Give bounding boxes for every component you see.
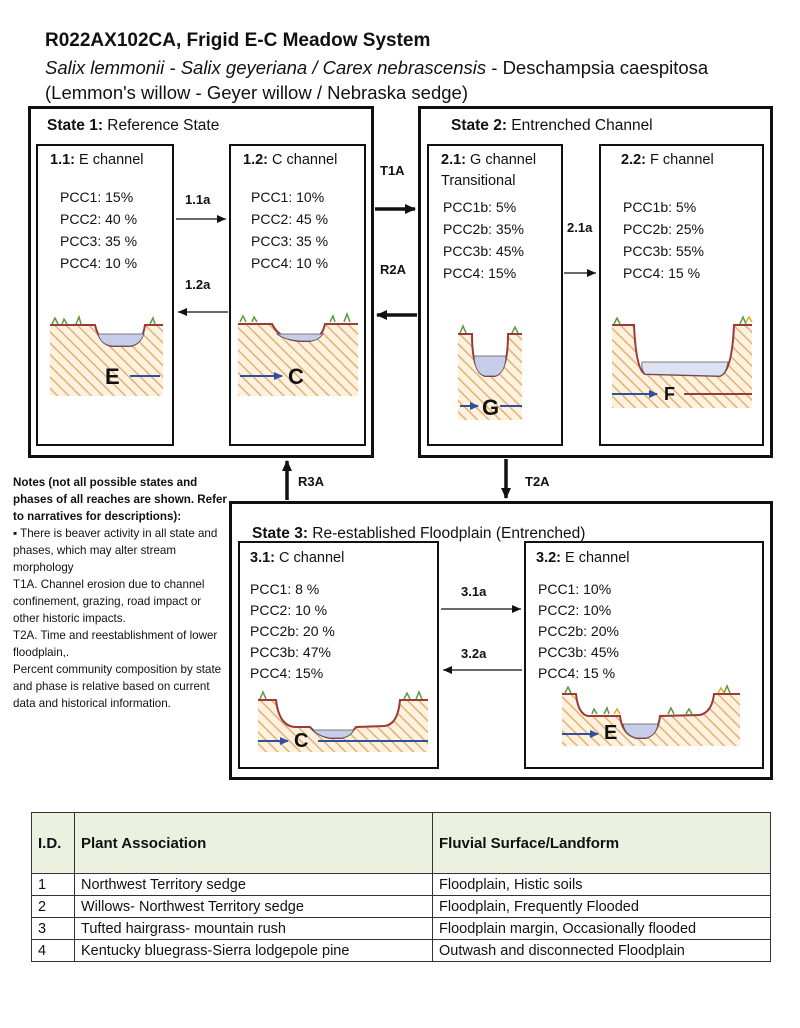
notes-beaver: ▪ There is beaver activity in all state and phases, which may alter stream morphology — [13, 527, 218, 574]
cell-id: 2 — [32, 896, 75, 918]
transition-label-T2A: T2A — [525, 474, 550, 489]
phase-2-2-title: 2.2: F channel — [621, 152, 714, 168]
channel-label-e: E — [105, 364, 120, 389]
notes-heading: Notes (not all possible states and phases of all reaches are shown. Refer to narratives for descriptions): — [13, 476, 227, 523]
channel-label-e: E — [604, 722, 618, 744]
cell-fluvial-surface: Floodplain margin, Occasionally flooded — [433, 918, 771, 940]
transition-label-R3A: R3A — [298, 474, 325, 489]
pcc-item: PCC1b: 5% — [443, 199, 517, 215]
state-3-title: State 3: Re-established Floodplain (Entrenched) — [252, 525, 586, 542]
pcc-item: PCC3: 35 % — [251, 233, 329, 249]
phase-1-1-title: 1.1: E channel — [50, 152, 144, 168]
table-header-row — [32, 813, 771, 874]
transition-label-1-1a: 1.1a — [185, 192, 211, 207]
notes-section — [13, 474, 228, 712]
cell-id: 3 — [32, 918, 75, 940]
channel-label-c: C — [294, 730, 309, 752]
pcc-item: PCC2b: 20% — [538, 623, 619, 639]
phase-2-1-title: 2.1: G channel — [441, 152, 537, 168]
pcc-item: PCC2: 45 % — [251, 211, 329, 227]
phase-1-2-title: 1.2: C channel — [243, 152, 338, 168]
table-row — [32, 896, 771, 918]
pcc-item: PCC1: 10% — [251, 189, 325, 205]
transition-label-T1A: T1A — [380, 163, 405, 178]
phase-2-1-subtitle: Transitional — [441, 173, 516, 189]
pcc-item: PCC4: 15% — [250, 665, 324, 681]
e-channel-entrenched-cross-section — [562, 686, 740, 746]
cell-plant-association: Kentucky bluegrass-Sierra lodgepole pine — [75, 940, 433, 962]
cell-fluvial-surface: Floodplain, Histic soils — [433, 874, 771, 896]
cell-id: 4 — [32, 940, 75, 962]
pcc-item: PCC3: 35 % — [60, 233, 138, 249]
notes-t1a: T1A. Channel erosion due to channel confinement, grazing, road impact or other historic impacts. — [13, 578, 205, 625]
scientific-names-italic: Salix lemmonii - Salix geyeriana / Carex nebrascensis — [45, 57, 487, 78]
col-header-fluvial-surface: Fluvial Surface/Landform — [433, 813, 771, 874]
pcc-item: PCC4: 15% — [443, 265, 517, 281]
f-channel-cross-section — [612, 317, 752, 408]
table-row — [32, 940, 771, 962]
channel-label-f: F — [664, 384, 675, 404]
c-channel-entrenched-cross-section — [258, 692, 428, 752]
channel-label-g: G — [482, 395, 500, 420]
pcc-item: PCC3b: 45% — [443, 243, 524, 259]
col-header-plant-association: Plant Association — [75, 813, 433, 874]
state-2-title: State 2: Entrenched Channel — [451, 117, 653, 134]
pcc-item: PCC4: 10 % — [60, 255, 138, 271]
cell-id: 1 — [32, 874, 75, 896]
pcc-item: PCC3b: 55% — [623, 243, 704, 259]
channel-label-c: C — [288, 364, 304, 389]
phase-3-1-title: 3.1: C channel — [250, 550, 345, 566]
notes-t2a: T2A. Time and reestablishment of lower floodplain,. — [13, 629, 218, 659]
transition-label-3-1a: 3.1a — [461, 584, 487, 599]
notes-pcc: Percent community composition by state and phase is relative based on current data and historical information. — [13, 663, 222, 710]
pcc-item: PCC2: 10% — [538, 602, 612, 618]
pcc-item: PCC3b: 47% — [250, 644, 331, 660]
transition-label-3-2a: 3.2a — [461, 646, 487, 661]
pcc-item: PCC2: 10 % — [250, 602, 328, 618]
scientific-names-separator: - — [486, 57, 503, 78]
common-names: (Lemmon's willow - Geyer willow / Nebraska sedge) — [45, 82, 468, 103]
cell-plant-association: Willows- Northwest Territory sedge — [75, 896, 433, 918]
plant-association-table — [31, 812, 771, 962]
col-header-id: I.D. — [32, 813, 75, 874]
cell-plant-association: Northwest Territory sedge — [75, 874, 433, 896]
pcc-item: PCC2b: 35% — [443, 221, 524, 237]
transition-label-R2A: R2A — [380, 262, 407, 277]
cell-plant-association: Tufted hairgrass- mountain rush — [75, 918, 433, 940]
pcc-item: PCC2: 40 % — [60, 211, 138, 227]
scientific-names-plain: Deschampsia caespitosa — [502, 57, 709, 78]
pcc-item: PCC4: 15 % — [623, 265, 701, 281]
cell-fluvial-surface: Outwash and disconnected Floodplain — [433, 940, 771, 962]
cell-fluvial-surface: Floodplain, Frequently Flooded — [433, 896, 771, 918]
pcc-item: PCC1: 15% — [60, 189, 134, 205]
transition-label-1-2a: 1.2a — [185, 277, 211, 292]
state-1-title: State 1: Reference State — [47, 117, 220, 134]
table-row — [32, 918, 771, 940]
pcc-item: PCC2b: 25% — [623, 221, 704, 237]
phase-3-2-title: 3.2: E channel — [536, 550, 630, 566]
pcc-item: PCC1b: 5% — [623, 199, 697, 215]
pcc-item: PCC3b: 45% — [538, 644, 619, 660]
pcc-item: PCC2b: 20 % — [250, 623, 335, 639]
pcc-item: PCC4: 15 % — [538, 665, 616, 681]
page-title: R022AX102CA, Frigid E-C Meadow System — [45, 30, 431, 51]
pcc-item: PCC1: 8 % — [250, 581, 320, 597]
pcc-item: PCC1: 10% — [538, 581, 612, 597]
pcc-item: PCC4: 10 % — [251, 255, 329, 271]
table-row — [32, 874, 771, 896]
transition-label-2-1a: 2.1a — [567, 220, 593, 235]
